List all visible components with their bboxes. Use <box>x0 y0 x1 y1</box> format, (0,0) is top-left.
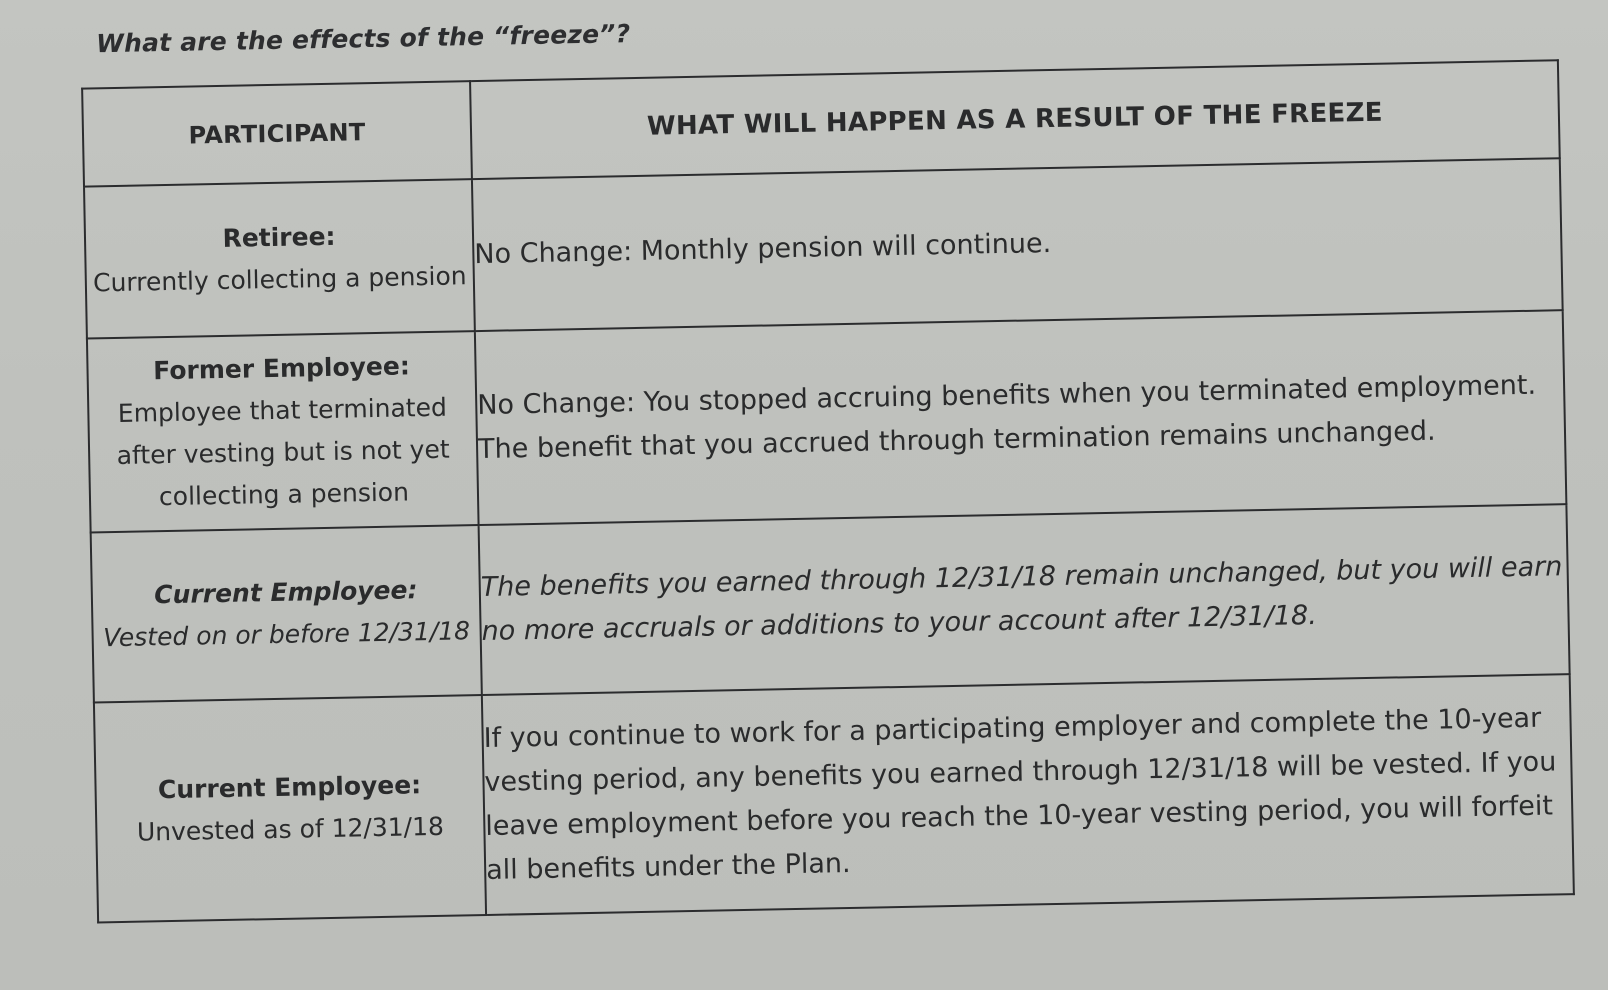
table-row <box>94 674 1574 922</box>
participant-cell <box>91 525 482 702</box>
participant-role: Former Employee: <box>152 351 411 386</box>
table-row <box>87 310 1566 532</box>
participant-description: Unvested as of 12/31/18 <box>136 811 445 847</box>
participant-role: Current Employee: <box>153 575 418 610</box>
participant-cell <box>94 695 486 922</box>
freeze-effects-table <box>81 59 1575 923</box>
participant-role: Current Employee: <box>157 770 422 805</box>
table-row <box>91 504 1570 702</box>
document-sheet <box>60 1 1598 970</box>
participant-role: Retiree: <box>222 221 336 253</box>
participant-cell <box>87 331 479 532</box>
participant-description: Vested on or before 12/31/18 <box>102 616 471 653</box>
result-cell: No Change: You stopped accruing benefits when you terminated employment. The benefit that you accrued through termination remains unchanged. <box>475 310 1567 525</box>
table-row <box>84 158 1563 338</box>
participant-description: Currently collecting a pension <box>92 261 467 298</box>
result-cell: The benefits you earned through 12/31/18 remain unchanged, but you will earn no more accruals or additions to your account after 12/31/18. <box>479 504 1570 695</box>
participant-column-header: PARTICIPANT <box>82 81 472 186</box>
participant-cell <box>84 179 475 338</box>
participant-description: Employee that terminated after vesting but is not yet collecting a pension <box>116 392 450 512</box>
question-heading: What are the effects of the “freeze”? <box>95 19 631 59</box>
result-cell: No Change: Monthly pension will continue. <box>472 158 1563 331</box>
result-cell: If you continue to work for a participating employer and complete the 10-year vesting period, any benefits you earned through 12/31/18 will be vested. If you leave employment before you reach the 10-year vesting period, you will forfeit all benefits under the Plan. <box>482 674 1574 915</box>
result-column-header: WHAT WILL HAPPEN AS A RESULT OF THE FREEZE <box>470 60 1560 179</box>
